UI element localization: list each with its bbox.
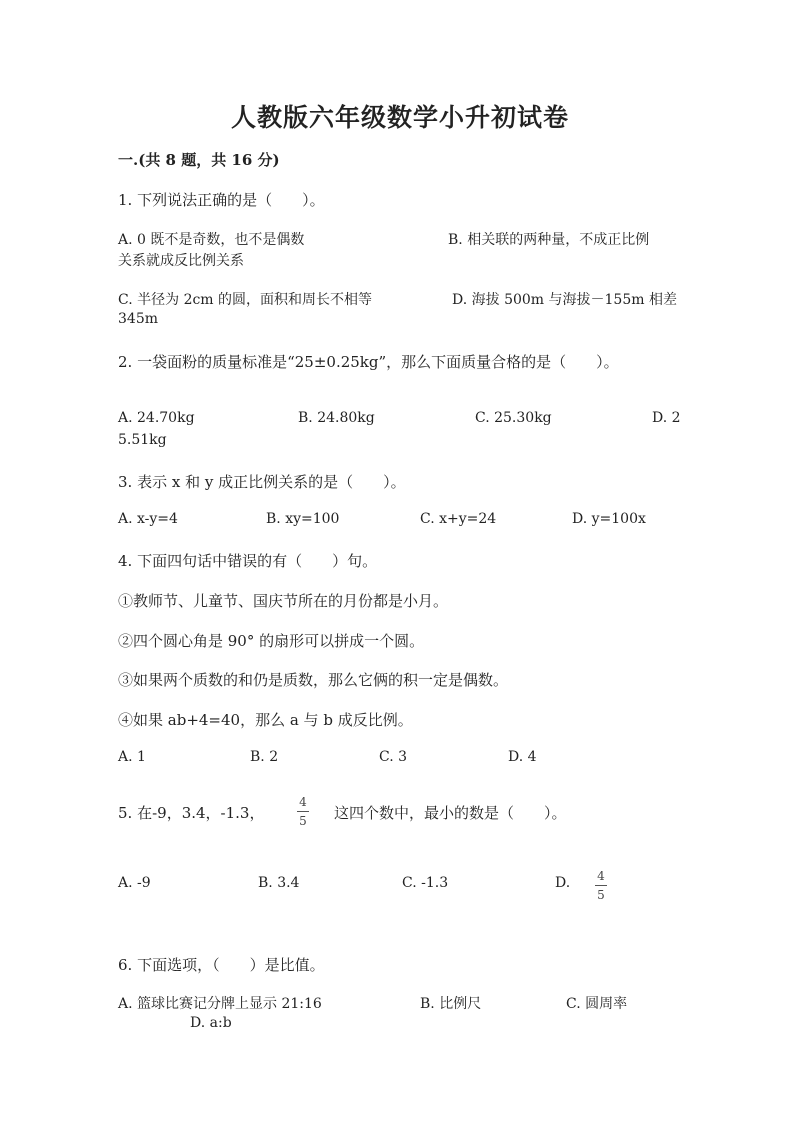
fraction-bar [595, 885, 607, 886]
q2-option-c: C. 25.30kg [475, 410, 552, 426]
question-1-stem: 1. 下列说法正确的是（ ）。 [118, 191, 325, 209]
q6-option-c: C. 圆周率 [566, 996, 628, 1012]
q6-option-a: A. 篮球比赛记分牌上显示 21:16 [118, 996, 322, 1012]
fraction-bar [297, 811, 309, 812]
q4-statement-3: ③如果两个质数的和仍是质数，那么它俩的积一定是偶数。 [118, 671, 509, 689]
q1-option-b: B. 相关联的两种量，不成正比例 [448, 232, 650, 248]
q3-option-a: A. x-y=4 [118, 511, 178, 527]
q4-statement-4: ④如果 ab+4=40，那么 a 与 b 成反比例。 [118, 711, 413, 729]
q1-option-d-continued: 345m [118, 311, 158, 327]
fraction-numerator: 4 [299, 795, 307, 809]
question-4-stem: 4. 下面四句话中错误的有（ ）句。 [118, 552, 378, 570]
page-title: 人教版六年级数学小升初试卷 [230, 103, 569, 132]
q5-fraction [297, 795, 309, 828]
fraction-denominator: 5 [597, 888, 605, 902]
q1-option-d: D. 海拔 500m 与海拔－155m 相差 [452, 292, 677, 308]
question-5-stem-start: 5. 在-9，3.4，-1.3， [118, 804, 265, 822]
q2-option-b: B. 24.80kg [298, 410, 375, 426]
q4-option-a: A. 1 [118, 749, 146, 765]
q4-option-d: D. 4 [508, 749, 537, 765]
q4-statement-2: ②四个圆心角是 90° 的扇形可以拼成一个圆。 [118, 632, 425, 650]
q5-option-d-fraction [595, 869, 607, 902]
question-5-stem-end: 这四个数中，最小的数是（ ）。 [334, 804, 567, 822]
question-6-stem: 6. 下面选项，（ ）是比值。 [118, 956, 325, 974]
q3-option-b: B. xy=100 [266, 511, 340, 527]
q6-option-d: D. a:b [190, 1015, 232, 1031]
question-2-stem: 2. 一袋面粉的质量标准是“25±0.25kg”，那么下面质量合格的是（ ）。 [118, 353, 619, 371]
q3-option-d: D. y=100x [572, 511, 646, 527]
q3-option-c: C. x+y=24 [420, 511, 497, 527]
q5-option-a: A. -9 [118, 875, 151, 891]
fraction-denominator: 5 [299, 814, 307, 828]
q1-option-c: C. 半径为 2cm 的圆，面积和周长不相等 [118, 292, 373, 308]
q1-option-b-continued: 关系就成反比例关系 [118, 253, 244, 269]
question-3-stem: 3. 表示 x 和 y 成正比例关系的是（ ）。 [118, 473, 406, 491]
q2-option-d-continued: 5.51kg [118, 432, 167, 448]
q4-statement-1: ①教师节、儿童节、国庆节所在的月份都是小月。 [118, 592, 449, 610]
q4-option-c: C. 3 [379, 749, 408, 765]
q2-option-d: D. 2 [652, 410, 681, 426]
q5-option-b: B. 3.4 [258, 875, 300, 891]
q1-option-a: A. 0 既不是奇数，也不是偶数 [118, 232, 305, 248]
fraction-numerator: 4 [597, 869, 605, 883]
q2-option-a: A. 24.70kg [118, 410, 195, 426]
q5-option-c: C. -1.3 [402, 875, 449, 891]
section-header: 一.(共 8 题，共 16 分) [118, 151, 280, 169]
q6-option-b: B. 比例尺 [420, 996, 482, 1012]
q5-option-d: D. [555, 875, 571, 891]
q4-option-b: B. 2 [250, 749, 279, 765]
